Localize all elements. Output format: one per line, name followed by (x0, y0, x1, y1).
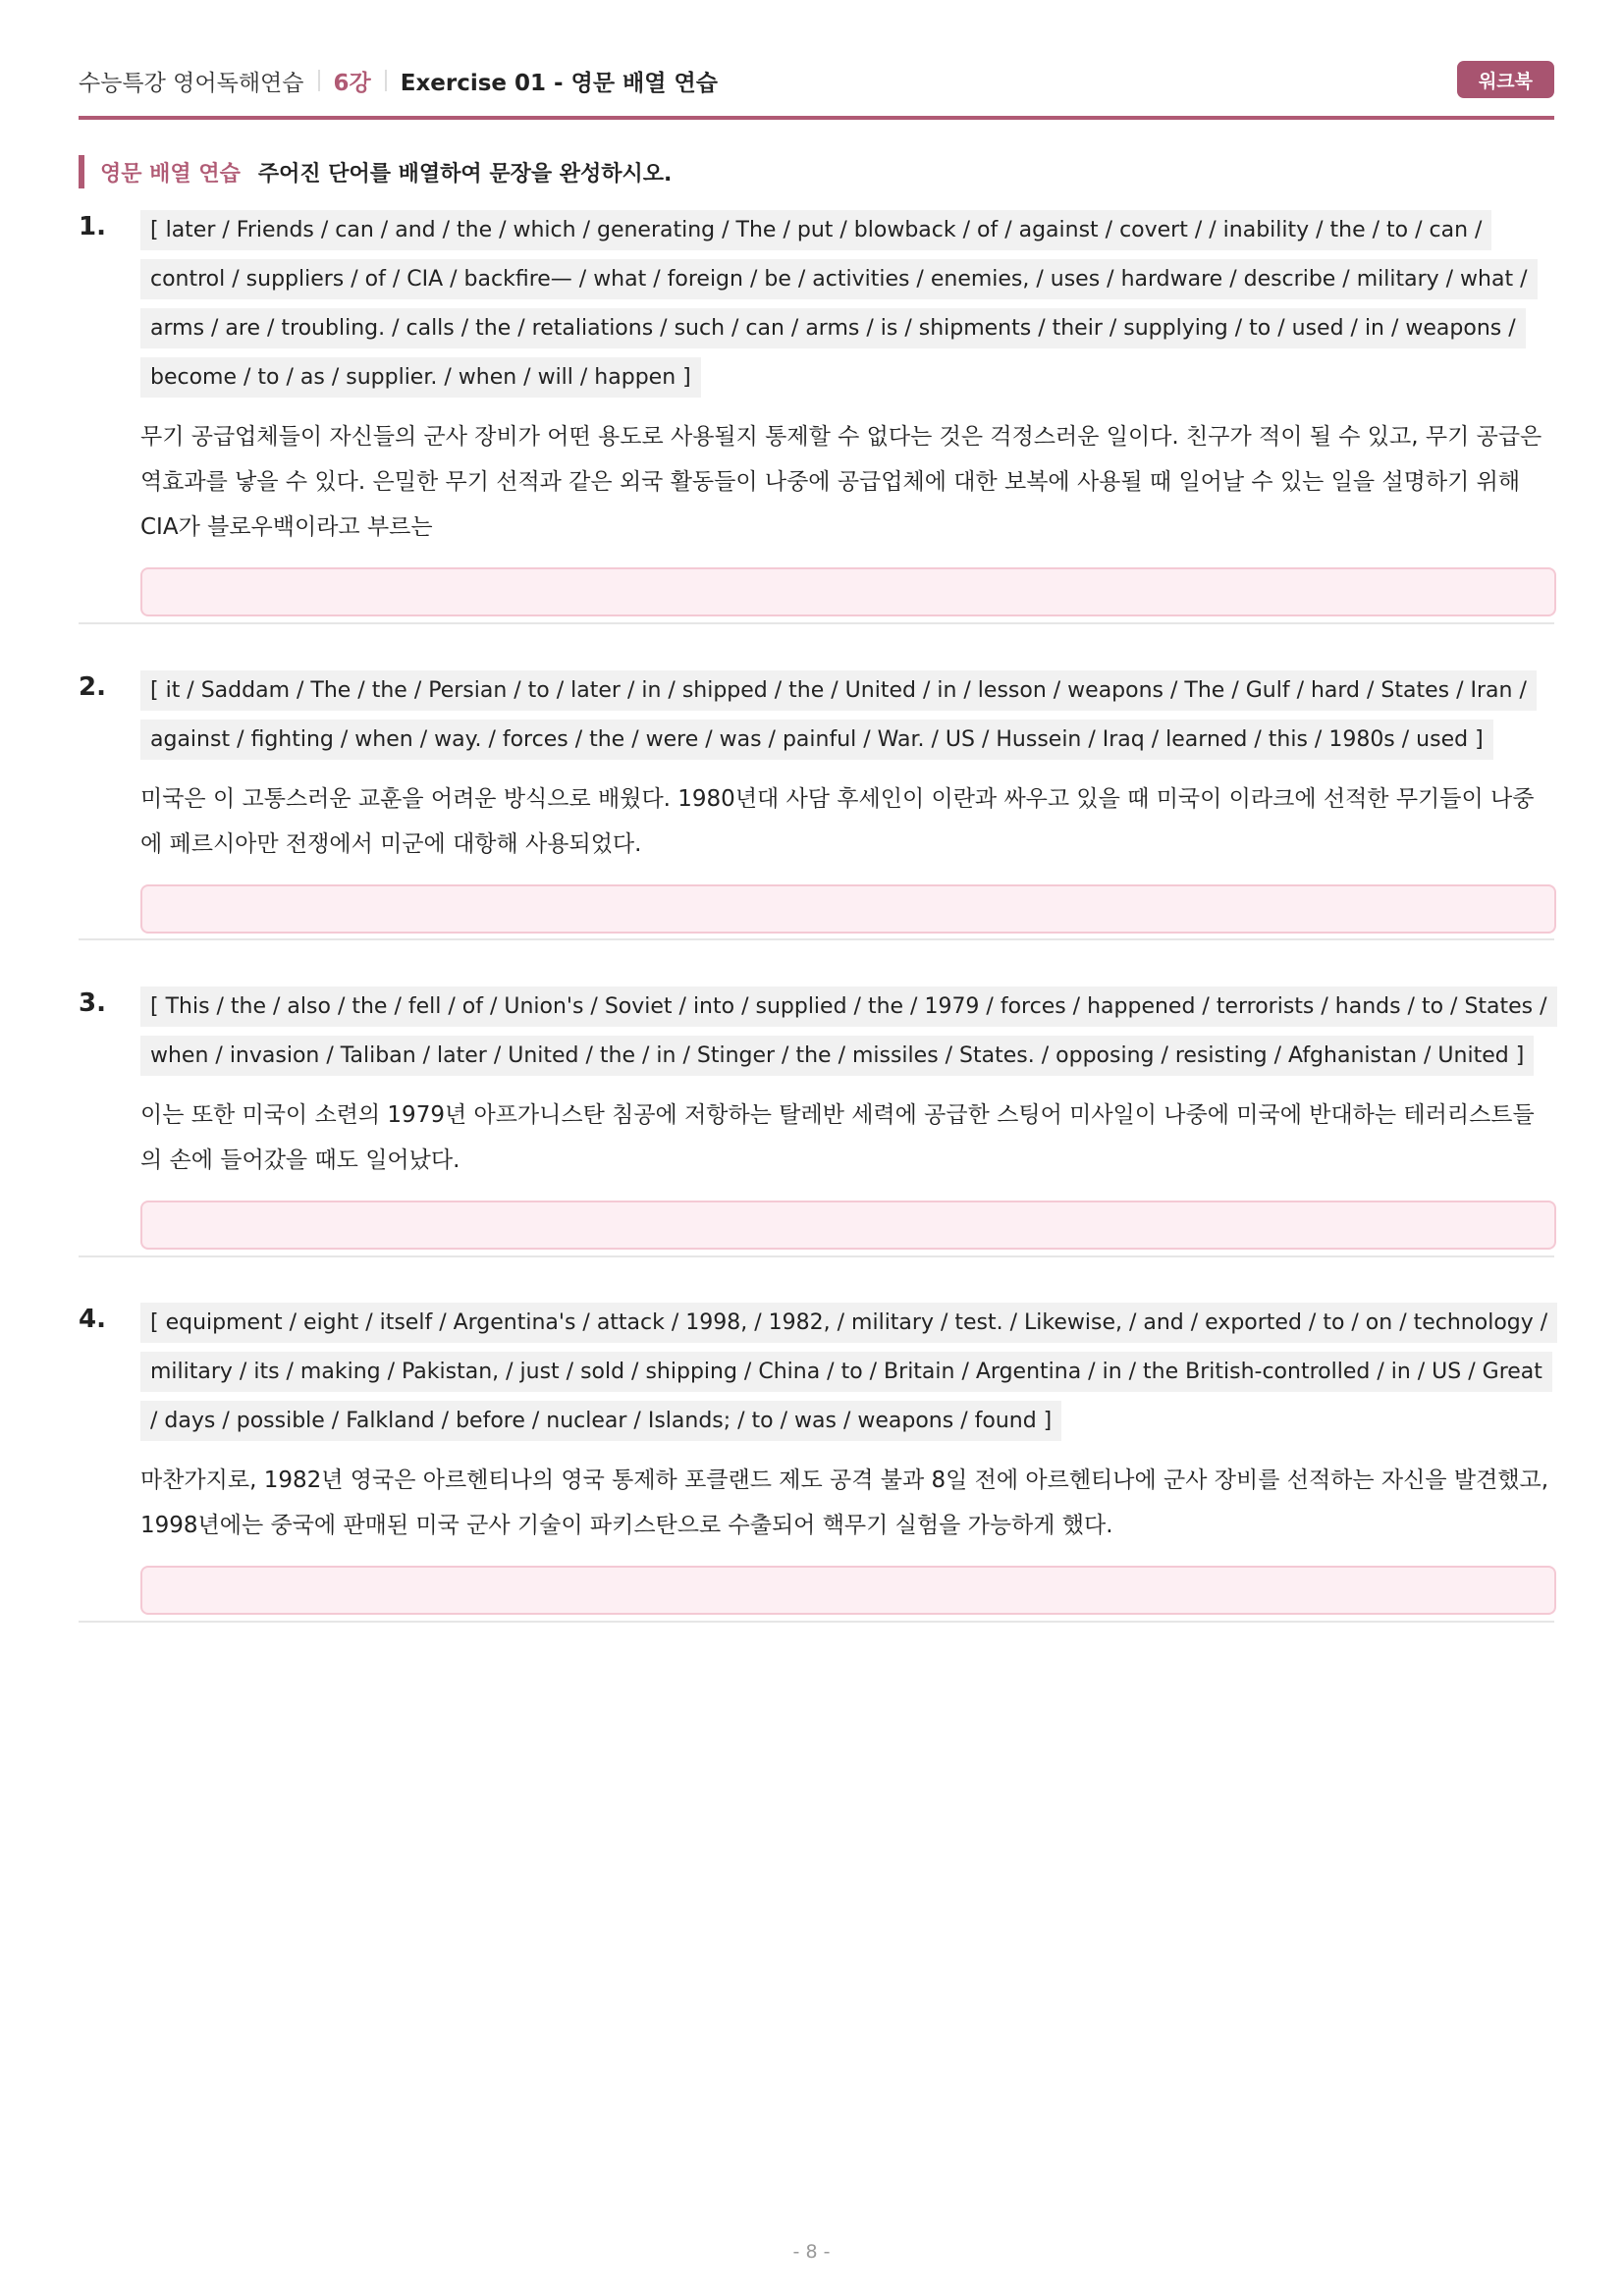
exercise-divider (79, 938, 1554, 940)
word-bank (140, 667, 1554, 765)
exercise-divider (79, 1621, 1554, 1623)
header-separator (385, 70, 387, 91)
answer-input[interactable] (140, 1201, 1556, 1250)
section-instruction: 주어진 단어를 배열하여 문장을 완성하시오. (257, 161, 673, 187)
page-header (79, 61, 1554, 120)
word-bank-text: [ later / Friends / can / and / the / which / generating / The / put / blowback / of / against / covert / / inability / the / to / can / control / suppliers / of / CIA / backfire— / what / foreign / be / activities / enemies, / uses / hardware / describe / military / what / arms / are / troubling. / calls / the / retaliations / such / can / arms / is / shipments / their / supplying / to / used / in / weapons / become / to / as / supplier. / when / will / happen ] (140, 210, 1538, 398)
korean-translation: 미국은 이 고통스러운 교훈을 어려운 방식으로 배웠다. 1980년대 사담 후세인이 이란과 싸우고 있을 때 미국이 이라크에 선적한 무기들이 나중에 페르시아만 전쟁에서 미군에 대항해 사용되었다. (140, 786, 1535, 857)
lesson-number: 6강 (333, 70, 371, 96)
exercise-number: 3. (79, 988, 106, 1018)
word-bank (140, 206, 1554, 402)
word-bank-text: [ it / Saddam / The / the / Persian / to / later / in / shipped / the / United / in / lesson / weapons / The / Gulf / hard / States / Iran / against / fighting / when / way. / forces / the / were / was / painful / War. / US / Hussein / Iraq / learned / this / 1980s / used ] (140, 670, 1537, 760)
korean-translation: 마찬가지로, 1982년 영국은 아르헨티나의 영국 통제하 포클랜드 제도 공격 불과 8일 전에 아르헨티나에 군사 장비를 선적하는 자신을 발견했고, 1998년에는 중국에 판매된 미국 군사 기술이 파키스탄으로 수출되어 핵무기 실험을 가능하게 했다. (140, 1468, 1549, 1538)
korean-translation: 무기 공급업체들이 자신들의 군사 장비가 어떤 용도로 사용될지 통제할 수 없다는 것은 걱정스러운 일이다. 친구가 적이 될 수 있고, 무기 공급은 역효과를 낳을 수 있다. 은밀한 무기 선적과 같은 외국 활동들이 나중에 공급업체에 대한 보복에 사용될 때 일어날 수 있는 일을 설명하기 위해 CIA가 블로우백이라고 부르는 (140, 424, 1542, 540)
korean-translation: 이는 또한 미국이 소련의 1979년 아프가니스탄 침공에 저항하는 탈레반 세력에 공급한 스팅어 미사일이 나중에 미국에 반대하는 테러리스트들의 손에 들어갔을 때도 일어났다. (140, 1102, 1535, 1173)
header-rule (79, 116, 1554, 120)
workbook-badge: 워크북 (1457, 61, 1554, 98)
section-label: 영문 배열 연습 (100, 161, 241, 187)
answer-input[interactable] (140, 567, 1556, 616)
word-bank-text: [ This / the / also / the / fell / of / Union's / Soviet / into / supplied / the / 1979 / forces / happened / terrorists / hands / to / States / when / invasion / Taliban / later / United / the / in / Stinger / the / missiles / States. / opposing / resisting / Afghanistan / United ] (140, 987, 1557, 1076)
page-number: - 8 - (792, 2241, 831, 2263)
answer-input[interactable] (140, 1566, 1556, 1615)
section-heading (79, 155, 672, 188)
exercise-number: 4. (79, 1305, 106, 1334)
answer-input[interactable] (140, 884, 1556, 934)
word-bank (140, 983, 1554, 1081)
exercise-number: 2. (79, 672, 106, 702)
exercise-number: 1. (79, 212, 106, 241)
course-title: 수능특강 영어독해연습 (79, 70, 304, 96)
exercise-divider (79, 1255, 1554, 1257)
section-accent-bar (79, 155, 84, 188)
word-bank (140, 1299, 1554, 1446)
exercise-title: Exercise 01 - 영문 배열 연습 (400, 70, 718, 96)
word-bank-text: [ equipment / eight / itself / Argentina's / attack / 1998, / 1982, / military / test. / Likewise, / and / exported / to / on / technology / military / its / making / Pakistan, / just / sold / shipping / China / to / Britain / Argentina / in / the British-controlled / in / US / Great / days / possible / Falkland / before / nuclear / Islands; / to / was / weapons / found ] (140, 1303, 1557, 1441)
header-separator (318, 70, 320, 91)
exercise-divider (79, 622, 1554, 624)
